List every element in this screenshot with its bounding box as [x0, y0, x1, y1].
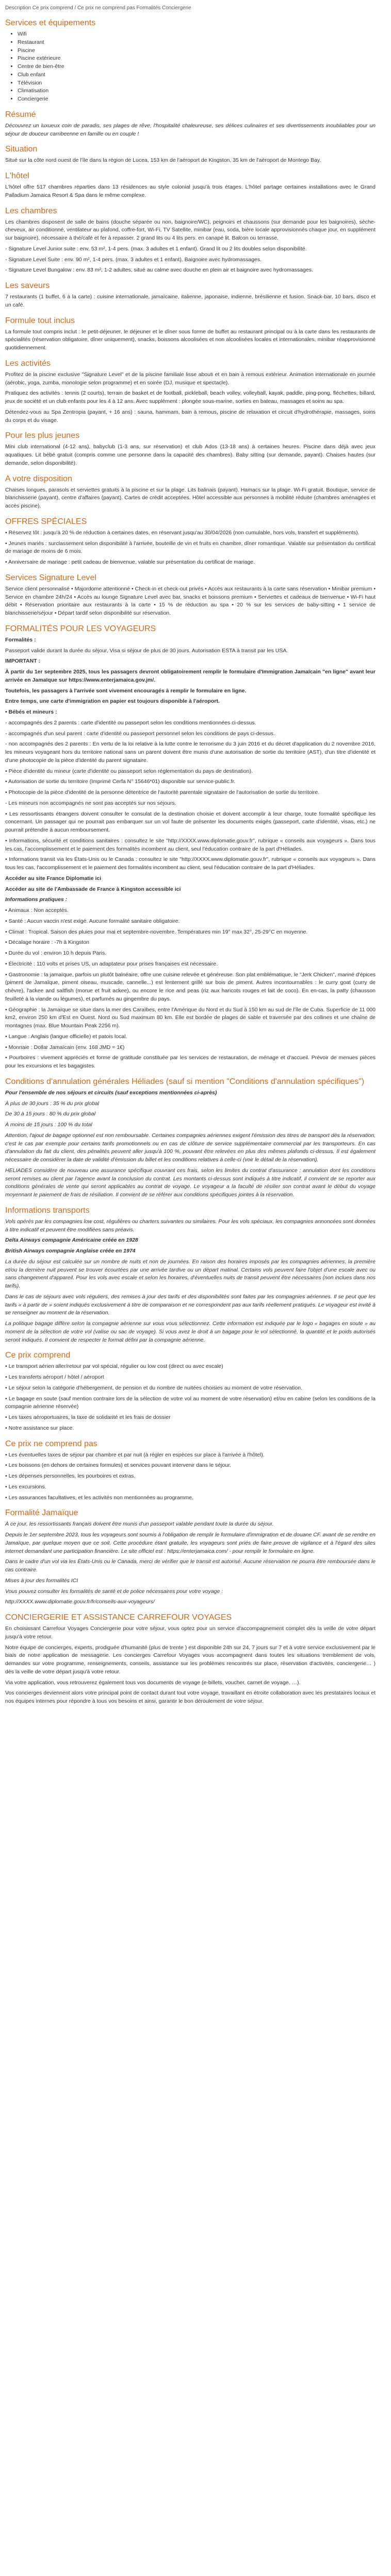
paragraph: Toutefois, les passagers à l'arrivée sont vivement encouragés à remplir le formulaire en ligne. — [5, 687, 247, 694]
section-title: Informations transports — [5, 1206, 90, 1215]
diplomatie-url-link[interactable]: http://XXXX.www.diplomatie.gouv.fr/fr/conseils-aux-voyageurs/ — [5, 1599, 155, 1605]
paragraph: • Gastronomie : la jamaïque, parfois un plutôt balnéaire, offre une cuisine relevée et généreuse. Son plat emblématique, le "Jerk Chicken", mariné d'épices (piment de Jamaïque, piment oiseau, muscade, cannelle...) est lentement grillé sur bois de piment. Autres incontournables : le curry goat (curry de chèvre), l'ackee and saltfish (morue et fruit ackee), ou encore le rice and peas (riz aux haricots rouges et lait de coco). En en-cas, la patty (chausson feuilleté à la viande ou légumes), et parfumés au gingembre du pays. — [5, 971, 376, 1002]
section-title: Formule tout inclus — [5, 316, 75, 325]
list-item: • Le séjour selon la catégorie d'hébergement, de pension et du nombre de nuitées choisies au moment de votre réservation. — [5, 1384, 302, 1391]
section-title: Pour les plus jeunes — [5, 431, 80, 440]
ambassade-link[interactable]: Accéder au site de l'Ambassade de France à Kingston accessible ici — [5, 886, 181, 892]
section-title: Résumé — [5, 110, 36, 119]
paragraph: Dans le cadre d'un vol via les États-Unis ou le Canada, merci de vérifier que le transit est autorisé. Aucune réservation ne pourra être remboursée dans le cas contraire. — [5, 1558, 376, 1573]
section-disposition — [5, 474, 376, 511]
list-item: • Les dépenses personnelles, les pourboires et extras. — [5, 1473, 136, 1479]
paragraph: • Santé : Aucun vaccin n'est exigé. Aucune formalité sanitaire obligatoire. — [5, 918, 180, 924]
list-item: • Les éventuelles taxes de séjour par chambre et par nuit (à régler en espèces sur place à l'arrivée à l'hôtel). — [5, 1451, 265, 1458]
paragraph: IMPORTANT : — [5, 658, 41, 665]
section-services — [5, 18, 376, 104]
list-item: • Climatisation — [18, 87, 376, 95]
paragraph: - Les mineurs non accompagnés ne sont pas acceptés sur nos séjours. — [5, 800, 176, 806]
paragraph: • Durée du vol : environ 10 h depuis Paris. — [5, 950, 107, 956]
section-title: Services Signature Level — [5, 573, 96, 582]
paragraph: • Réservez tôt : jusqu'à 20 % de réduction à certaines dates, en réservant jusqu'au 30/04/2026 (non cumulable, hors vols, transfert et suppléments). — [5, 529, 360, 536]
paragraph: Formalités : — [5, 636, 36, 643]
paragraph: Chaises longues, parasols et serviettes gratuits à la piscine et sur la plage. Lits balinais (payant). Hamacs sur la plage. Wi-Fi gratuit. Boutique, service de blanchisserie (payant), centre d'affaires (payant). Cartes de crédit acceptées. Hôtel accessible aux personnes à mobilité réduite (chambres aménagées et accès piscine). — [5, 486, 376, 509]
section-transports — [5, 1206, 376, 1345]
paragraph: • Photocopie de la pièce d'identité de la personne détentrice de l'autorité parentale signataire de l'autorisation de sortie du territoire. — [5, 789, 320, 795]
section-title: OFFRES SPÉCIALES — [5, 517, 87, 526]
section-formalite-jamaique — [5, 1508, 376, 1606]
paragraph: L'hôtel offre 517 chambres réparties dans 13 résidences au style colonial jusqu'à trois étages. L'hôtel partage certaines installations avec le Grand Palladium Jamaica Resort & Spa dans le même complexe. — [5, 184, 376, 198]
list-item: • Le transport aérien aller/retour par vol spécial, régulier ou low cost (direct ou avec escale) — [5, 1363, 223, 1370]
paragraph: Mini club international (4-12 ans), babyclub (1-3 ans, sur réservation) et club Ados (13-18 ans) à certaines heures. Piscine dans déjà avec jeux aquatiques. Lit bébé gratuit (compris comme une personne dans la capacité des chambres). Baby sitting (sur demande, payant). Chaises hautes (sur demande, selon disponibilité). — [5, 444, 376, 466]
section-title: Ce prix ne comprend pas — [5, 1439, 97, 1448]
list-item: • Centre de bien-être — [18, 63, 376, 71]
paragraph: • Monnaie : Dollar Jamaïcain (env. 168 JMD = 1€) — [5, 1044, 125, 1050]
section-title: CONCIERGERIE ET ASSISTANCE CARREFOUR VOYAGES — [5, 1613, 232, 1622]
formalites-link[interactable]: Mises à jour des formalités ICI — [5, 1577, 78, 1584]
paragraph: Informations pratiques : — [5, 896, 68, 903]
paragraph: - accompagnés d'un seul parent : carte d'identité ou passeport personnel selon les conditions de pays ci-dessus. — [5, 730, 275, 737]
paragraph: • Animaux : Non acceptés. — [5, 907, 69, 913]
paragraph: - accompagnés des 2 parents : carte d'identité ou passeport selon les conditions mentionnées ci-dessus. — [5, 719, 256, 726]
list-item: • Les transferts aéroport / hôtel / aéroport — [5, 1374, 104, 1380]
paragraph: Passeport valide durant la durée du séjour, Visa si séjour de plus de 30 jours. Autorisation ESTA à transit par les USA. — [5, 647, 288, 654]
list-item: • Télévision — [18, 79, 376, 88]
paragraph: • Informations transit via les États-Unis ou le Canada : consultez le site "http://XXXX.www.diplomatie.gouv.fr", rubrique « conseils aux voyageurs ». Dans tous les cas, l'accomplissement et le paiement des formalités incombent au client, seul l'éducation contraire de la part d'Héliades. — [5, 856, 376, 871]
paragraph: À partir du 1er septembre 2025, tous les passagers devront obligatoirement remplir le formulaire d'Immigration Jamaïcain "en ligne" avant leur arrivée en Jamaïque sur https://www.enterjamaica.gov.jm/. — [5, 669, 376, 683]
paragraph: • Informations, sécurité et conditions sanitaires : consultez le site "http://XXXX.www.diplomatie.gouv.fr", rubrique « conseils aux voyageurs ». Dans tous les cas, l'accomplissement et le paiement des formalités incombent au client, seul l'éducation contraire de la part d'Héliades. — [5, 837, 376, 852]
breadcrumb[interactable]: Description Ce prix comprend / Ce prix ne comprend pas Formalités Conciergerie — [5, 5, 191, 11]
paragraph: La durée du séjour est calculée sur un nombre de nuits et non de journées. En raison des horaires imposés par les compagnies aériennes, la première et/ou la dernière nuit peuvent se trouver écourtées par une arrivée tardive ou un départ matinal. Certains vols peuvent faire l'objet d'une escale avec ou sans changement d'appareil. Pour les vols avec escale et selon les horaires, d'éventuelles nuits de transit peuvent être nécessaires (non inclues dans nos tarifs). — [5, 1258, 376, 1289]
list-item: • Wifi — [18, 30, 376, 39]
paragraph: Vols opérés par les compagnies low cost, régulières ou charters suivantes ou similaires. Pour les vols spéciaux, les compagnies annoncées sont données à titre indicatif et peuvent être modifiées sans préavis. — [5, 1218, 376, 1233]
section-title: A votre disposition — [5, 474, 72, 483]
list-item: • Les excursions. — [5, 1483, 46, 1490]
paragraph: Entre temps, une carte d'immigration en papier est toujours disponible à l'aéroport. — [5, 698, 220, 705]
paragraph: - Signature Level Junior suite : env. 53 m², 1-4 pers. (max. 3 adultes et 1 enfant). Grand lit ou 2 lits doubles selon disponibilité. — [5, 245, 307, 252]
list-item: • Restaurant — [18, 39, 376, 47]
section-signature — [5, 573, 376, 618]
paragraph: La formule tout compris inclut : le petit-déjeuner, le déjeuner et le dîner sous forme de buffet au restaurant principal ou à la carte dans les restaurants de spécialités (réservation obligatoire, dîner uniquement), snacks, boissons alcoolisées et non alcoolisées locales et internationales, minibar réapprovisionné quotidiennement. — [5, 328, 376, 351]
paragraph: Détendez-vous au Spa Zentropia (payant, + 16 ans) : sauna, hammam, bain à remous, piscine de relaxation et circuit d'hydrothérapie, massages, soins du corps et du visage. — [5, 409, 376, 423]
paragraph: • Les ressortissants étrangers doivent consulter le consulat de la destination choisie et doivent accomplir à leur charge, toute formalité spécifique les concernant. Un passager qui ne pourrait pas embarquer sur un vol faute de présenter les documents exigés (passeport, carte d'identité, visas, etc.) ne pourrait prétendre à aucun remboursement. — [5, 810, 376, 833]
list-item: • Le bagage en soute (sauf mention contraire lors de la sélection de votre vol au moment de votre réservation) et/ou en cabine (selon les conditions de la compagnie aérienne réservée) — [5, 1395, 376, 1410]
section-hotel — [5, 171, 376, 200]
paragraph: • Anniversaire de mariage : petit cadeau de bienvenue, valable sur présentation du certificat de mariage. — [5, 559, 255, 565]
paragraph: Les chambres disposent de salle de bains (douche séparée ou non, baignoire/WC), peignoirs et chaussons (sur demande pour les baignoires), sèche-cheveux, air conditionné, ventilateur au plafond, coffre-fort, Wi-Fi, TV Satellite, minibar (eau, soda, bière locale approvisionnés chaque jour, en supplément sur baignoire), nécessaire à thé/café et fer à repasser. 2 grand lits ou 4 lits pers. en canapé lit. Balcon ou terrasse. — [5, 218, 376, 241]
paragraph: Pour l'ensemble de nos séjours et circuits (sauf exceptions mentionnées ci-après) — [5, 1089, 217, 1096]
paragraph: • Électricité : 110 volts et prises US, un adaptateur pour prises françaises est nécessaire. — [5, 960, 218, 967]
paragraph: Via votre application, vous retrouverez également tous vos documents de voyage (e-billets, voucher, carnet de voyage, …). — [5, 1679, 301, 1686]
paragraph: À moins de 15 jours : 100 % du total — [5, 1122, 92, 1128]
section-title: Services et équipements — [5, 19, 96, 27]
list-item: • Piscine extérieure — [18, 55, 376, 63]
section-conditions — [5, 1077, 376, 1199]
paragraph: HELIADES considère de nouveau une assurance spécifique couvrant ces frais, selon les limites du contrat d'assurance : annulation dont les conditions seront remises au client par l'agence avant la conclusion du contrat. Les montants ci-dessus sont indiqués à titre indicatif, il convient de se reporter aux conditions générales de vente qui seront applicables au contrat de voyage. Le voyageur a la faculté de résilier son contrat avant le début du voyage moyennant le paiement de frais de résiliation. Il convient de se référer aux conditions spécifiques jointes à la réservation. — [5, 1167, 376, 1198]
section-conciergerie — [5, 1613, 376, 1706]
services-list — [5, 30, 376, 104]
paragraph: - non accompagnés des 2 parents : En vertu de la loi relative à la lutte contre le terrorisme du 3 juin 2016 et du décret d'application du 2 novembre 2016, les mineurs voyageant hors du territoire national sans un parent doivent être munis d'une autorisation de sortie du territoire (AST), d'un titre d'identité et d'une photocopie de la pièce d'identité du parent signataire. — [5, 741, 376, 764]
section-title: Les chambres — [5, 206, 57, 215]
paragraph: Découvrez un luxueux coin de paradis, ses plages de rêve, l'hospitalité chaleureuse, ses délices culinaires et ses divertissements inoubliables pour un séjour de douceur carribeenne en famille ou en couple ! — [5, 122, 376, 137]
paragraph: Vos concierges deviennent alors votre principal point de contact durant tout votre voyage, travaillant en étroite collaboration avec les prestataires locaux et nos équipes internes pour répondre à tous vos besoins et ainsi, garantir le bon déroulement de votre séjour. — [5, 1690, 376, 1704]
section-formalites-voyageurs — [5, 624, 376, 1071]
section-chambres — [5, 206, 376, 275]
paragraph: La politique bagage diffère selon la compagnie aérienne sur vous vous sélectionnez. Cette information est indiquée par le logo « bagages en soute » au moment de la sélection de votre vol (valise ou sac de voyage). Si vous avez le droit à un bagage pour le vol sélectionné, la quantité et le poids autorisés seront indiqués. Il convient de respecter le format défini par la compagnie aérienne. — [5, 1320, 376, 1343]
section-resume — [5, 110, 376, 139]
list-item: • Les boissons (en dehors de certaines formules) et services pouvant intervenir dans le séjour. — [5, 1462, 231, 1469]
paragraph: Vous pouvez consulter les formalités de santé et de police nécessaires pour votre voyage : — [5, 1588, 223, 1595]
paragraph: Notre équipe de concierges, experts, prodiguée d'humanité (plus de trente ) est disponible 24h sur 24, 7 jours sur 7 et à votre service exclusivement par le biais de notre application de messagerie. Les concierges Carrefour Voyages vous accompagnent dans toutes les situations tremblement de vols, demandes sur votre programme, renseignements, conseils, assistance sur les problèmes rencontrés sur place, réservation d'activités, conciergerie… ) dès la veille de votre départ jusqu'à votre retour. — [5, 1644, 376, 1675]
paragraph: • Décalage horaire : -7h à Kingston — [5, 939, 90, 946]
section-formule — [5, 316, 376, 352]
list-item: • Piscine — [18, 47, 376, 55]
paragraph: Situé sur la côte nord ouest de l'île dans la région de Lucea, 153 km de l'aéroport de Kingston, 35 km de l'aéroport de Montego Bay. — [5, 157, 321, 164]
paragraph: • Pourboires : vivement appréciés et forme de gratitude constituée par les services de restauration, de ménage et d'accueil. Prévoir de menues pièces pour les excursions et les bagagistes. — [5, 1055, 376, 1069]
paragraph: British Airways compagnie Anglaise créée en 1974 — [5, 1248, 136, 1254]
paragraph: Service client personnalisé • Majordome attentionné • Check-in et check-out privés • Accès aux restaurants à la carte sans réservation • Minibar premium • Service en chambre 24h/24 • Accès au lounge Signature Level avec bar, snacks et boissons premium • Serviettes et cadeaux de bienvenue • Wi-Fi haut débit • Réservation prioritaire aux restaurants à la carte • 15 % de réduction au spa • 20 % sur les services de baby-sitting • 1 service de blanchisserie/séjour • Départ tardif selon disponibilité sur réservation. — [5, 585, 376, 616]
paragraph: • Climat : Tropical. Saison des pluies pour mai et septembre-novembre. Températures min 19° max 32°, 25-29°C en moyenne. — [5, 928, 308, 935]
paragraph: • Jeunes mariés : surclassement selon disponibilité à l'arrivée, bouteille de vin et fruits en chambre, dîner romantique. Valable sur présentation du certificat de mariage de moins de 6 mois. — [5, 540, 376, 555]
paragraph: Attention, l'ajout de bagage optionnel est non remboursable. Certaines compagnies aériennes exigent l'émission des titres de transport dès la réservation, c'est le cas par exemple pour certains tarifs promotionnels ou en cas de clôture de service supplémentaire commercial par les transporteurs. En cas d'annulation du fait du client, des pénalités peuvent aller jusqu'à 100 %, pouvant être relevées en plus des mêmes plafonds ci-dessus. Il est également nécessaire de considérer la date de validité d'émission du billet et les conditions relatives à celle-ci (voir le détail de la réservation). — [5, 1132, 376, 1163]
section-activites — [5, 359, 376, 425]
section-enfants — [5, 431, 376, 467]
list-item: • Conciergerie — [18, 95, 376, 104]
section-title: Conditions d'annulation générales Héliades (sauf si mention "Conditions d'annulation spécifiques") — [5, 1077, 365, 1086]
list-item: • Les assurances facultatives, et les activités non mentionnées au programme. — [5, 1494, 193, 1501]
section-ne-comprend — [5, 1439, 376, 1502]
section-title: Formalité Jamaïque — [5, 1509, 78, 1518]
list-item: • Les taxes aéroportuaires, la taxe de solidarité et les frais de dossier — [5, 1414, 171, 1420]
section-situation — [5, 144, 376, 165]
list-item: • Notre assistance sur place. — [5, 1425, 74, 1431]
section-saveurs — [5, 281, 376, 310]
paragraph: • Langue : Anglais (langue officielle) et patois local. — [5, 1033, 127, 1040]
list-item: • Club enfant — [18, 71, 376, 79]
paragraph: Depuis le 1er septembre 2023, tous les voyageurs sont soumis à l'obligation de remplir le formulaire d'immigration et de douane CF. avant de se rendre en Jamaïque, par quelque moyen que ce soit. Cette procédure étant gratuite, les voyageurs sont priés de faire preuve de vigilance et à l'égard des sites internet demandant une participation financière. Le site officiel est : https://enterjamaica.com/ - pour remplir le formulaire en ligne. — [5, 1532, 376, 1554]
paragraph: • Bébés et mineurs : — [5, 709, 57, 715]
paragraph: Delta Airways compagnie Américaine créée en 1928 — [5, 1237, 138, 1244]
section-title: L'hôtel — [5, 172, 29, 180]
section-title: Les saveurs — [5, 281, 50, 290]
section-comprend — [5, 1350, 376, 1432]
paragraph: - Signature Level Bungalow : env. 83 m², 1-2 adultes, situé au calme avec douche en plein air et baignoire avec hydromassages. — [5, 267, 313, 274]
paragraph: Pratiquez des activités : tennis (2 courts), terrain de basket et de football, pickleball, beach volley, volleyball, kayak, paddle, ping-pong, fléchettes, billard, jeux de société et un club enfants pour les 4 à 12 ans. Avec supplément : plongée sous-marine, sorties en bateau, massages et soins au spa. — [5, 390, 376, 404]
paragraph: Profitez de la piscine exclusive "Signature Level" et de la piscine familiale lisse abouti et en bain à remous extérieur. Animation internationale en journée (aérobic, yoga, zumba, monologie selon programme) et en soirée (DJ, musique et spectacle). — [5, 371, 376, 386]
section-title: Les activités — [5, 359, 51, 368]
paragraph: De 30 à 15 jours : 80 % du prix global — [5, 1111, 96, 1117]
paragraph: À plus de 30 jours : 35 % du prix global — [5, 1100, 100, 1107]
paragraph: • Pièce d'identité du mineur (carte d'identité ou passeport selon réglementation du pays de destination). — [5, 768, 253, 774]
section-title: Ce prix comprend — [5, 1351, 71, 1360]
diplomatie-link[interactable]: Accéder au site France Diplomatie ici — [5, 875, 102, 882]
paragraph: • Autorisation de sortie du territoire (Imprimé Cerfa N° 15646*01) disponible sur service-public.fr. — [5, 778, 236, 785]
section-offres — [5, 517, 376, 567]
section-title: Situation — [5, 145, 38, 154]
paragraph: - Signature Level Suite : env. 90 m², 1-4 pers. (max. 3 adultes et 1 enfant). Baignoire avec hydromassages. — [5, 256, 262, 263]
section-title: FORMALITÉS POUR LES VOYAGEURS — [5, 624, 156, 633]
paragraph: • Géographie : la Jamaïque se situe dans la mer des Caraïbes, entre l'Amérique du Nord et du Sud à 150 km au sud de l'île de Cuba. Superficie de 11 000 km2, environ 250 km d'Est en Ouest. Nord ou Sud maximum 80 km. Elle est bordée de plages de sable et traversée par des collines et une chaîne de montagnes (max. Blue Mountain Peak 2256 m). — [5, 1006, 376, 1029]
paragraph: Dans le cas de séjours avec vols réguliers, des remises à jour des tarifs et des disponibilités sont faites par les compagnies aériennes. Il se peut que les tarifs « à partir de » soient indiqués exclusivement à titre de comparaison et ne correspondent pas aux tarifs réellement pratiqués. Le voyageur est invité à se renseigner au moment de la réservation. — [5, 1293, 376, 1316]
paragraph: En choisissant Carrefour Voyages Conciergerie pour votre séjour, vous optez pour un service d'accompagnement complet dès la veille de votre départ jusqu'à votre retour. — [5, 1625, 376, 1640]
paragraph: 7 restaurants (1 buffet, 6 à la carte) : cuisine internationale, jamaïcaine, italienne, japonaise, indienne, brésilienne et fusion. Snack-bar, 10 bars, disco et un café. — [5, 294, 376, 308]
paragraph: À ce jour, les ressortissants français doivent être munis d'un passeport valable pendant toute la durée du séjour. — [5, 1521, 274, 1528]
